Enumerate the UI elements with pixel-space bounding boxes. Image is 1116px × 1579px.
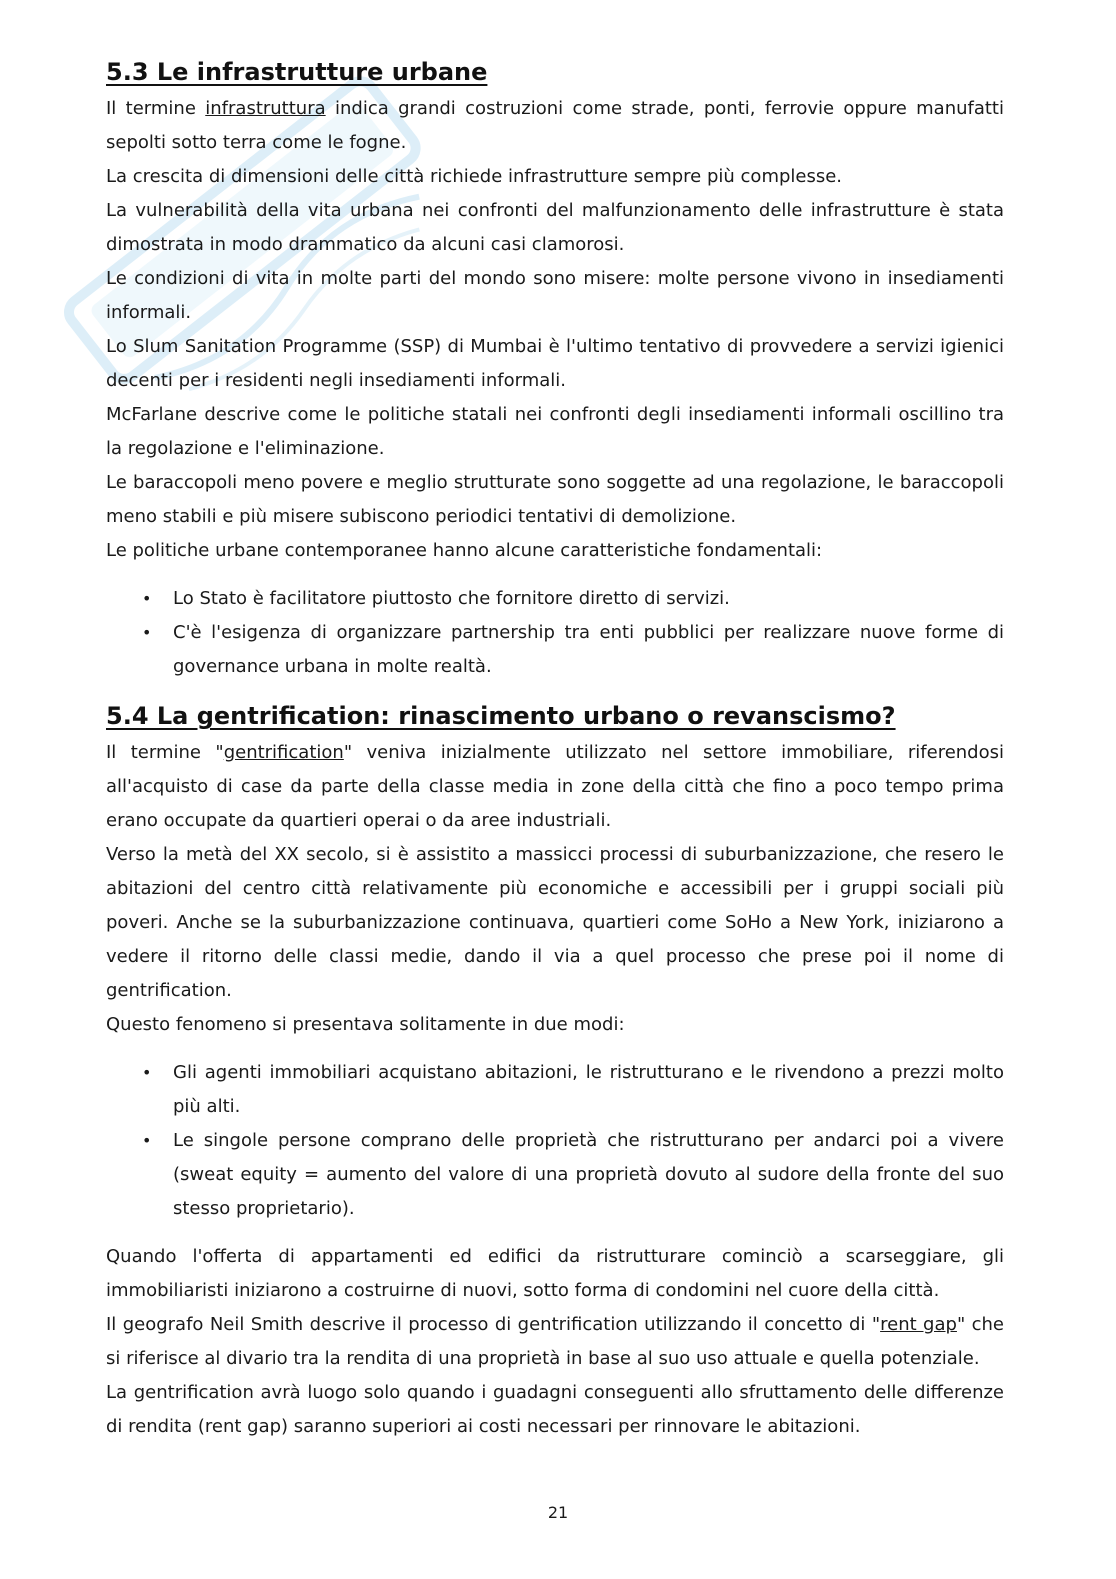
paragraph: Le condizioni di vita in molte parti del mondo sono misere: molte persone vivono in insediamenti informali. — [106, 268, 1004, 323]
paragraph: La vulnerabilità della vita urbana nei confronti del malfunzionamento delle infrastrutture è stata dimostrata in modo drammatico da alcuni casi clamorosi. — [106, 200, 1004, 255]
paragraph: Il termine "gentrification" veniva inizialmente utilizzato nel settore immobiliare, riferendosi all'acquisto di case da parte della classe media in zone della città che fino a poco tempo prima erano occupate da quartieri operai o da aree industriali. — [106, 742, 1005, 831]
paragraph: Lo Slum Sanitation Programme (SSP) di Mumbai è l'ultimo tentativo di provvedere a servizi igienici decenti per i residenti negli insediamenti informali. — [106, 336, 1004, 391]
bullet-list — [106, 582, 1004, 684]
page-number: 21 — [547, 1503, 569, 1522]
section-title-5-3: 5.3 Le infrastrutture urbane — [106, 58, 488, 86]
bullet-list — [106, 1056, 1004, 1226]
paragraph: Il termine infrastruttura indica grandi costruzioni come strade, ponti, ferrovie oppure manufatti sepolti sotto terra come le fogne. — [106, 98, 1004, 153]
list-item: • Lo Stato è facilitatore piuttosto che fornitore diretto di servizi. — [173, 582, 1004, 616]
paragraph: Verso la metà del XX secolo, si è assistito a massicci processi di suburbanizzazione, che resero le abitazioni del centro città relativamente più economiche e accessibili per i gruppi sociali più poveri. Anche se la suburbanizzazione continuava, quartieri come SoHo a New York, iniziarono a vedere il ritorno delle classi medie, dando il via a quel processo che prese poi il nome di gentrification. — [106, 844, 1004, 1001]
list-item: • C'è l'esigenza di organizzare partnership tra enti pubblici per realizzare nuove forme di governance urbana in molte realtà. — [173, 616, 1004, 684]
paragraph: Quando l'offerta di appartamenti ed edifici da ristrutturare cominciò a scarseggiare, gli immobiliaristi iniziarono a costruirne di nuovi, sotto forma di condomini nel cuore della città. — [106, 1246, 1004, 1301]
list-item: • Le singole persone comprano delle proprietà che ristrutturano per andarci poi a vivere (sweat equity = aumento del valore di una proprietà dovuto al sudore della fronte del suo stesso proprietario). — [173, 1124, 1004, 1226]
paragraph: Le baraccopoli meno povere e meglio strutturate sono soggette ad una regolazione, le baraccopoli meno stabili e più misere subiscono periodici tentativi di demolizione. — [106, 472, 1004, 527]
paragraph: Il geografo Neil Smith descrive il processo di gentrification utilizzando il concetto di "rent gap" che si riferisce al divario tra la rendita di una proprietà in base al suo uso attuale e quella potenziale. — [106, 1314, 1004, 1369]
section-title-5-4: 5.4 La gentrification: rinascimento urbano o revanscismo? — [106, 702, 896, 730]
paragraph: La crescita di dimensioni delle città richiede infrastrutture sempre più complesse. — [106, 166, 843, 187]
paragraph: La gentrification avrà luogo solo quando i guadagni conseguenti allo sfruttamento delle differenze di rendita (rent gap) saranno superiori ai costi necessari per rinnovare le abitazioni. — [106, 1382, 1004, 1437]
paragraph: Questo fenomeno si presentava solitamente in due modi: — [106, 1014, 625, 1035]
list-item: • Gli agenti immobiliari acquistano abitazioni, le ristrutturano e le rivendono a prezzi molto più alti. — [173, 1056, 1004, 1124]
paragraph: Le politiche urbane contemporanee hanno alcune caratteristiche fondamentali: — [106, 540, 823, 561]
term-infrastruttura: infrastruttura — [205, 98, 326, 119]
paragraph: McFarlane descrive come le politiche statali nei confronti degli insediamenti informali oscillino tra la regolazione e l'eliminazione. — [106, 404, 1004, 459]
document-page — [106, 52, 1004, 1444]
term-rent-gap: rent gap — [880, 1314, 957, 1335]
term-gentrification: gentrification — [223, 742, 344, 763]
